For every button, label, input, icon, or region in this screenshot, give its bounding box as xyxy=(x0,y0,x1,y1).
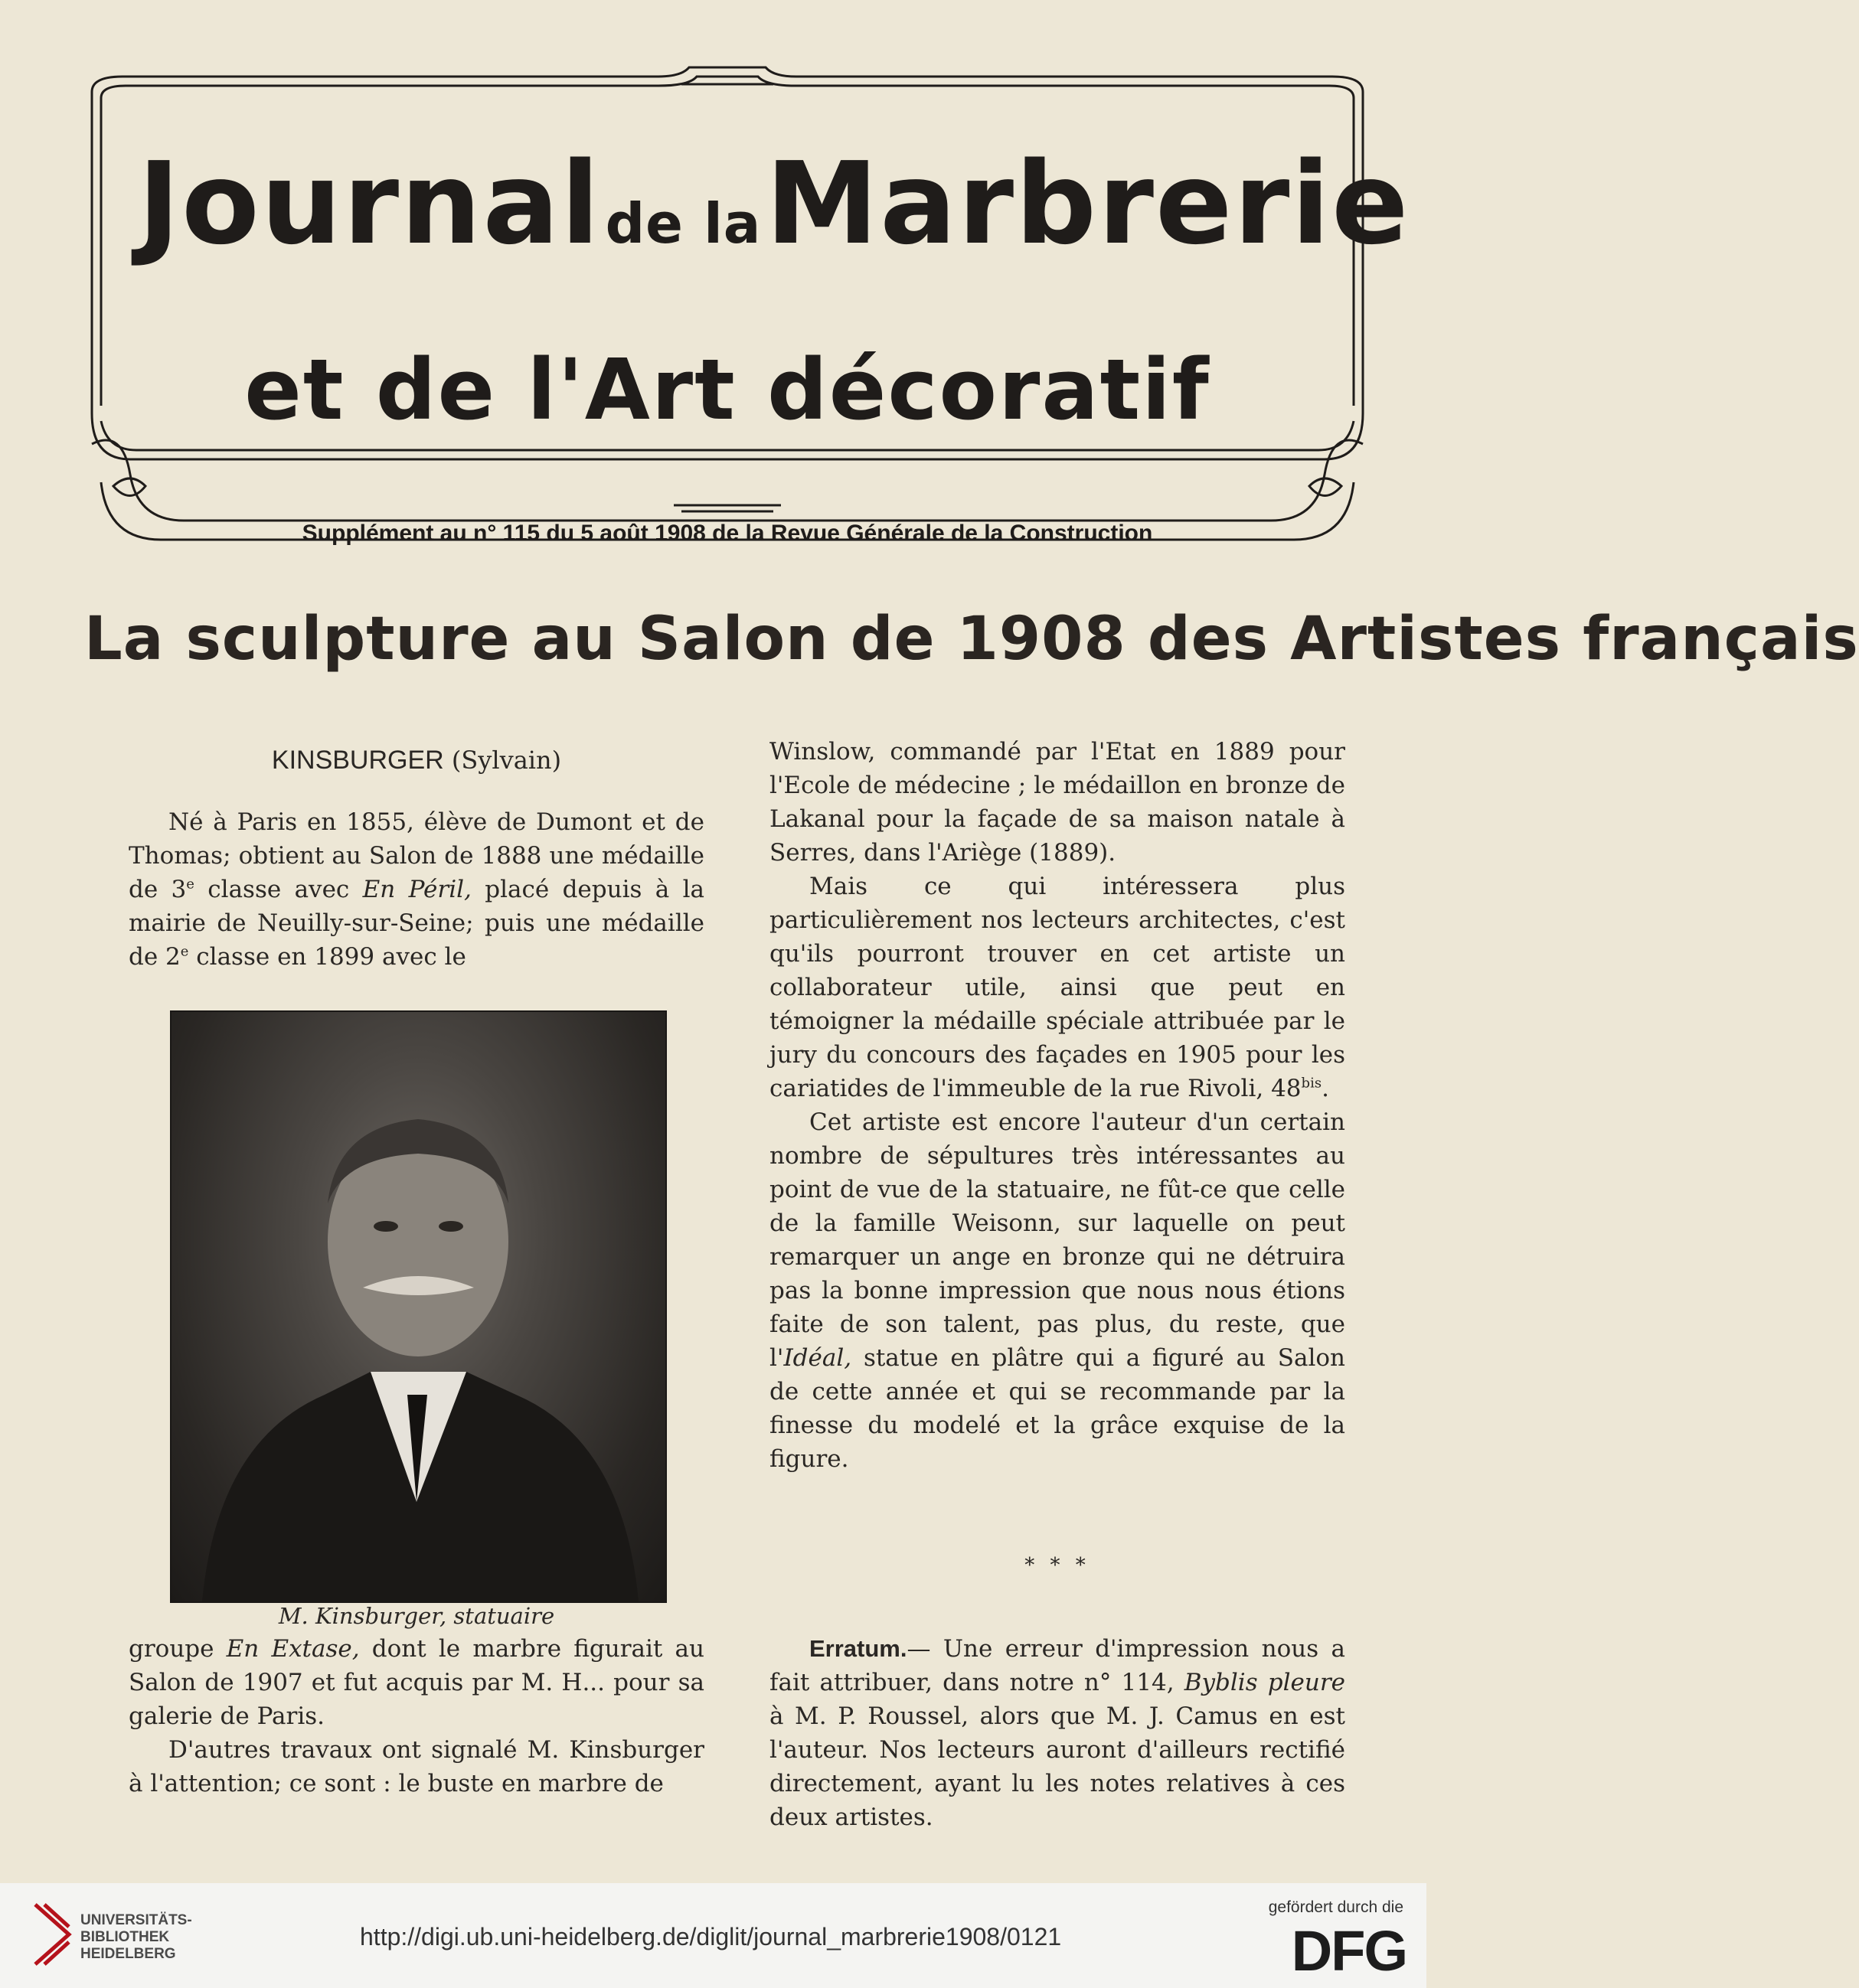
erratum-block xyxy=(769,1632,1345,1834)
portrait-caption: M. Kinsburger, statuaire xyxy=(278,1603,555,1629)
source-url-link[interactable]: http://digi.ub.uni-heidelberg.de/diglit/journal_marbrerie1908/0121 xyxy=(360,1923,1062,1950)
artist-heading xyxy=(129,746,704,775)
artist-firstname: (Sylvain) xyxy=(451,746,562,775)
erratum-label: Erratum. xyxy=(809,1635,907,1662)
masthead-title-marbrerie: Marbrerie xyxy=(765,138,1410,269)
funding-label: gefördert durch die xyxy=(1268,1898,1403,1916)
left-column-top xyxy=(129,805,704,974)
university-logo-icon xyxy=(31,1900,74,1969)
section-separator: * * * xyxy=(1024,1554,1090,1577)
masthead-title-delа: de la xyxy=(605,191,762,256)
left-paragraph-2: groupe En Extase, dont le marbre figurait au Salon de 1907 et fut acquis par M. H... pour sa galerie de Paris. xyxy=(129,1635,705,1730)
left-column-bottom xyxy=(129,1632,704,1800)
article-headline: La sculpture au Salon de 1908 des Artistes français xyxy=(84,605,1859,674)
right-paragraph-3: Cet artiste est encore l'auteur d'un certain nombre de sépultures très intéressantes au point de vue de la statuaire, ne fût-ce que celle de la famille Weisonn, sur laquelle on peut remarquer un ange en bronze qui ne détruira pas la bonne impression que nous nous étions faite de son talent, pas plus, du reste, que l'Idéal, statue en plâtre qui a figuré au Salon de cette année et qui se recommande par la finesse du modelé et la grâce exquise de la figure. xyxy=(769,1108,1345,1473)
portrait-photo xyxy=(170,1010,667,1603)
erratum-paragraph: Erratum.— Une erreur d'impression nous a fait attribuer, dans notre n° 114, Byblis pleure à M. P. Roussel, alors que M. J. Camus en est l'auteur. Nos lecteurs auront d'ailleurs rectifié directement, ayant lu les notes relatives à ces deux artistes. xyxy=(769,1635,1345,1831)
right-paragraph-2: Mais ce qui intéressera plus particulièrement nos lecteurs architectes, c'est qu'ils pourront trouver en cet artiste un collaborateur utile, ainsi que peut en témoigner la médaille spéciale attribuée par le jury du concours des façades en 1905 pour les cariatides de l'immeuble de la rue Rivoli, $48^{bis}$. xyxy=(769,873,1345,1102)
dfg-logo: DFG xyxy=(1291,1919,1407,1983)
masthead-title xyxy=(138,138,1410,269)
right-column xyxy=(769,735,1345,1476)
left-paragraph-1: Né à Paris en 1855, élève de Dumont et de Thomas; obtient au Salon de 1888 une médaille de 3e classe avec En Péril, placé depuis à la mairie de Neuilly-sur-Seine; puis une médaille de 2e classe en 1899 avec le xyxy=(129,808,705,971)
portrait-figure xyxy=(172,1012,665,1601)
masthead-frame xyxy=(77,46,1378,551)
left-paragraph-3: D'autres travaux ont signalé M. Kinsburger à l'attention; ce sont : le buste en marbre de xyxy=(129,1736,704,1797)
university-name: UNIVERSITÄTS- BIBLIOTHEK HEIDELBERG xyxy=(80,1912,192,1962)
artist-name: KINSBURGER xyxy=(271,746,444,775)
masthead xyxy=(77,46,1410,551)
right-paragraph-1: Winslow, commandé par l'Etat en 1889 pour l'Ecole de médecine ; le médaillon en bronze de Lakanal pour la façade de sa maison natale à Serres, dans l'Ariège (1889). xyxy=(769,738,1345,867)
footer-bar xyxy=(0,1883,1426,1988)
masthead-supplement: Supplément au n° 115 du 5 août 1908 de la Revue Générale de la Construction xyxy=(302,521,1153,546)
masthead-title-journal: Journal xyxy=(138,138,602,269)
masthead-subtitle: et de l'Art décoratif xyxy=(244,341,1210,439)
